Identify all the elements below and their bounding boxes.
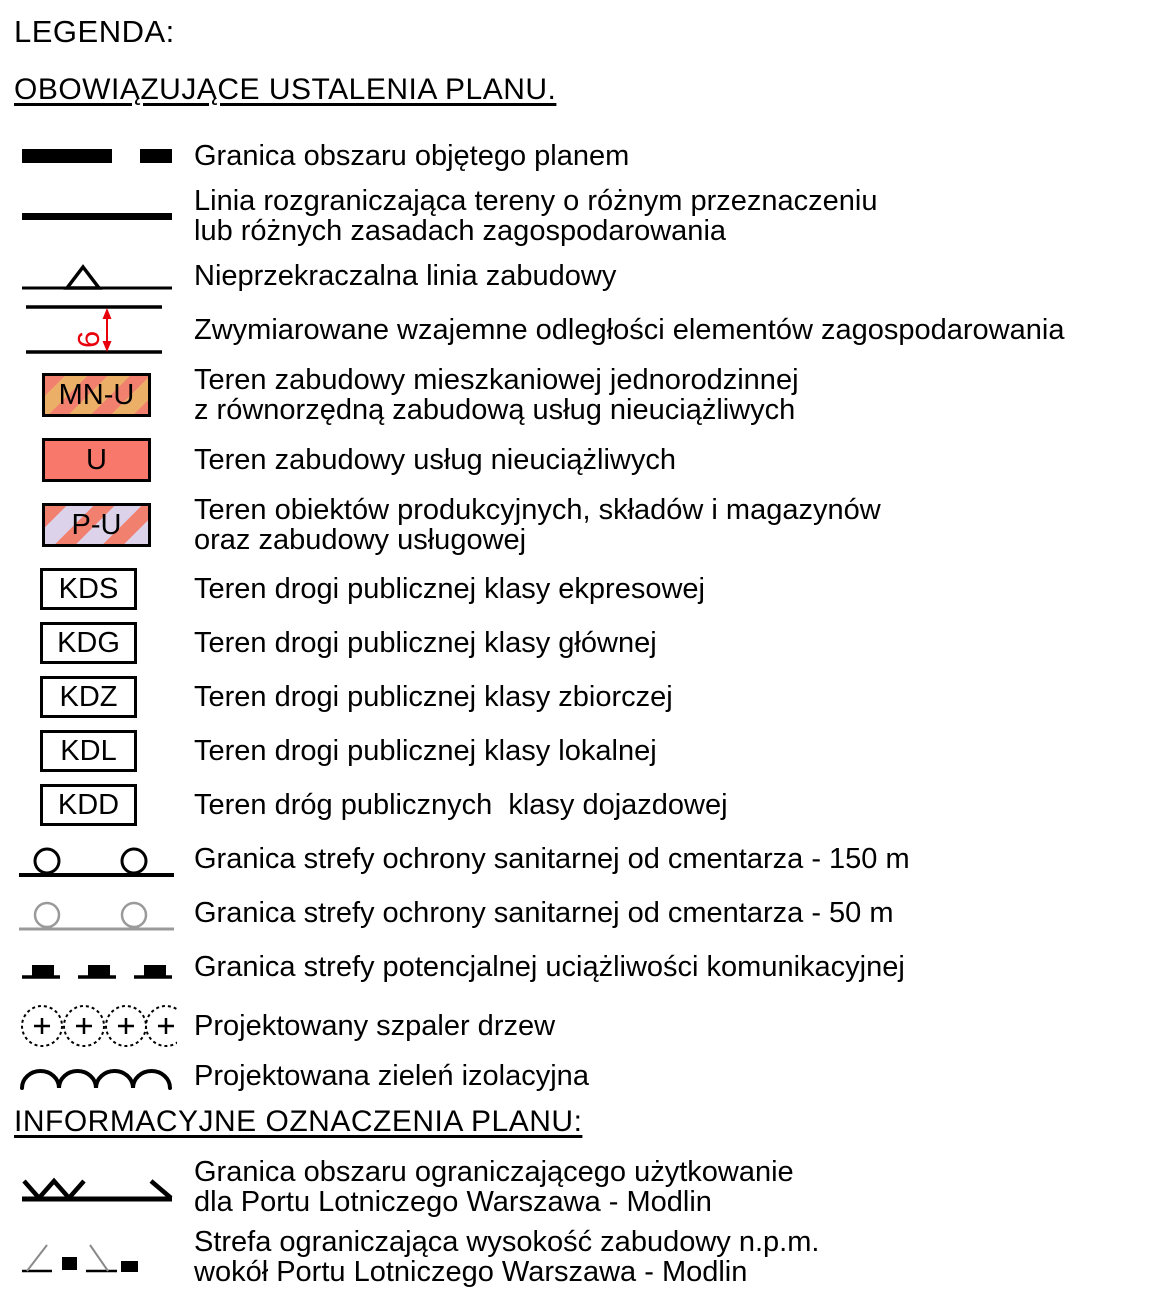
zone-code-p-u: P-U bbox=[42, 503, 151, 547]
legend-item-label: Strefa ograniczająca wysokość zabudowy n.p.m. wokół Portu Lotniczego Warszawa - Modlin bbox=[194, 1226, 820, 1288]
legend-item-building-line bbox=[14, 256, 1166, 296]
building-line-symbol bbox=[14, 258, 180, 294]
legend-item-label: Projektowany szpaler drzew bbox=[194, 1010, 556, 1042]
legend-item-kdd bbox=[14, 782, 1166, 828]
legend-item-label: Granica obszaru ograniczającego użytkowanie dla Portu Lotniczego Warszawa - Modlin bbox=[194, 1156, 794, 1218]
legend-item-kdl bbox=[14, 728, 1166, 774]
legend-item-label: Granica strefy ochrony sanitarnej od cmentarza - 150 m bbox=[194, 843, 910, 875]
dimension-value: 6 bbox=[71, 330, 106, 348]
legend-item-label: Teren zabudowy usług nieuciążliwych bbox=[194, 444, 676, 476]
legend-item-kdz bbox=[14, 674, 1166, 720]
zone-code-kdd: KDD bbox=[40, 784, 137, 826]
legend-item-airport-height-zone bbox=[14, 1226, 1166, 1288]
legend-item-label: Teren drogi publicznej klasy ekpresowej bbox=[194, 573, 705, 605]
legend-item-label: Teren obiektów produkcyjnych, składów i magazynów oraz zabudowy usługowej bbox=[194, 494, 881, 556]
legend-item-label: Granica strefy ochrony sanitarnej od cmentarza - 50 m bbox=[194, 897, 894, 929]
cemetery-150-symbol bbox=[14, 837, 180, 881]
legend-item-kds bbox=[14, 566, 1166, 612]
legend-item-isolation-green bbox=[14, 1058, 1166, 1094]
zone-code-kdz: KDZ bbox=[40, 676, 137, 718]
legend-item-zoning-line bbox=[14, 186, 1166, 246]
legend-item-u bbox=[14, 436, 1166, 484]
cemetery-50-symbol bbox=[14, 891, 180, 935]
zone-code-u: U bbox=[42, 438, 151, 482]
legend-item-label: Granica obszaru objętego planem bbox=[194, 140, 630, 172]
legend-item-label: Teren drogi publicznej klasy lokalnej bbox=[194, 735, 657, 767]
isolation-green-symbol bbox=[14, 1059, 180, 1093]
legend-item-label: Linia rozgraniczająca tereny o różnym przeznaczeniu lub różnych zasadach zagospodarowania bbox=[194, 185, 878, 247]
legend-item-label: Projektowana zieleń izolacyjna bbox=[194, 1060, 589, 1092]
legend-item-label: Teren drogi publicznej klasy zbiorczej bbox=[194, 681, 673, 713]
section-heading-informational: INFORMACYJNE OZNACZENIA PLANU: bbox=[14, 1105, 583, 1138]
legend-item-label: Teren zabudowy mieszkaniowej jednorodzinnej z równorzędną zabudową usług nieuciążliwych bbox=[194, 364, 799, 426]
legend-item-mn-u bbox=[14, 364, 1166, 426]
legend-item-dimension bbox=[14, 302, 1166, 358]
legend-title: LEGENDA: bbox=[14, 14, 175, 49]
legend-item-label: Nieprzekraczalna linia zabudowy bbox=[194, 260, 617, 292]
legend-item-plan-boundary bbox=[14, 134, 1166, 178]
airport-use-boundary-symbol bbox=[14, 1167, 180, 1207]
airport-height-zone-symbol bbox=[14, 1234, 180, 1280]
legend-item-kdg bbox=[14, 620, 1166, 666]
dimension-symbol bbox=[14, 302, 180, 358]
zoning-line-symbol bbox=[14, 205, 180, 227]
legend-item-label: Zwymiarowane wzajemne odległości elementów zagospodarowania bbox=[194, 314, 1065, 346]
legend-item-tree-row bbox=[14, 998, 1166, 1054]
zone-code-kds: KDS bbox=[40, 568, 137, 610]
legend-item-traffic-nuisance bbox=[14, 944, 1166, 990]
traffic-nuisance-symbol bbox=[14, 947, 180, 987]
legend-item-label: Teren dróg publicznych klasy dojazdowej bbox=[194, 789, 728, 821]
zone-code-kdg: KDG bbox=[40, 622, 137, 664]
plan-boundary-symbol bbox=[14, 144, 180, 168]
zone-code-kdl: KDL bbox=[40, 730, 137, 772]
tree-row-symbol bbox=[14, 998, 180, 1054]
zone-code-mn-u: MN-U bbox=[42, 373, 151, 417]
legend-item-cemetery-50 bbox=[14, 890, 1166, 936]
legend-item-airport-use-boundary bbox=[14, 1156, 1166, 1218]
legend-item-label: Granica strefy potencjalnej uciążliwości komunikacyjnej bbox=[194, 951, 905, 983]
section-heading-mandatory: OBOWIĄZUJĄCE USTALENIA PLANU. bbox=[14, 73, 557, 106]
legend-item-p-u bbox=[14, 494, 1166, 556]
legend-item-cemetery-150 bbox=[14, 836, 1166, 882]
legend-item-label: Teren drogi publicznej klasy głównej bbox=[194, 627, 657, 659]
